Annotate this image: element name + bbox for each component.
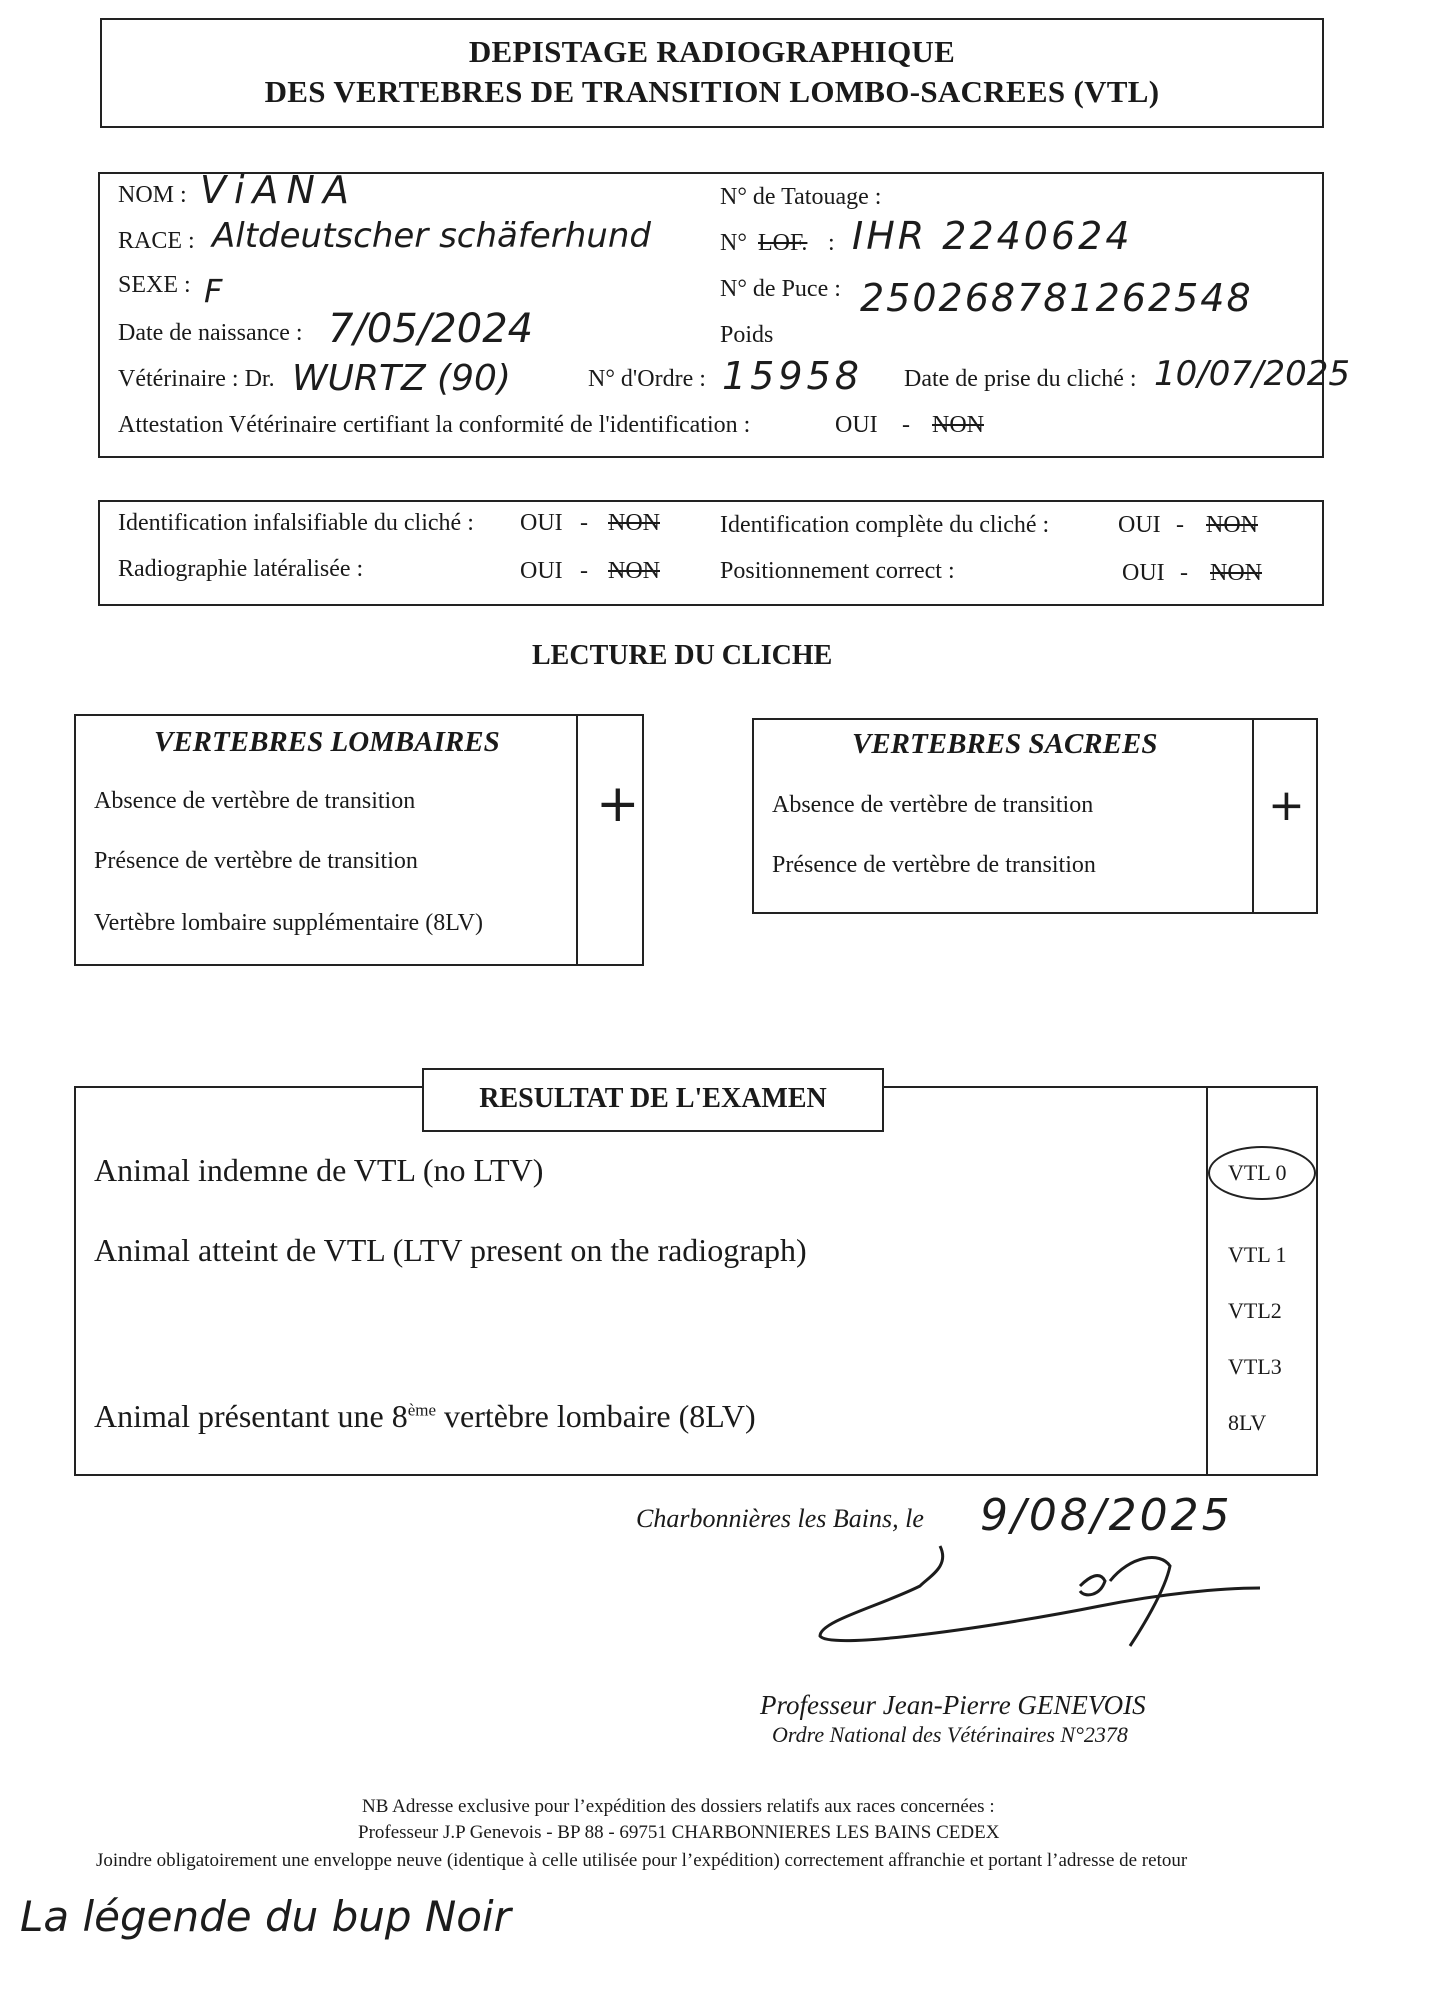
title-box (100, 18, 1324, 128)
prise-value: 10/07/2025 (1154, 354, 1350, 394)
footer-line1: NB Adresse exclusive pour l’expédition des dossiers relatifs aux races concernées : (362, 1796, 995, 1817)
vtl0-circle (1208, 1146, 1316, 1200)
positionnement-dash: - (1180, 560, 1188, 586)
code-vtl1: VTL 1 (1228, 1242, 1287, 1267)
signature-name: Professeur Jean-Pierre GENEVOIS (760, 1690, 1146, 1720)
resultat-row-8lv (94, 1398, 756, 1435)
positionnement-label: Positionnement correct : (720, 558, 955, 584)
resultat-row-8lv-pre: Animal présentant une 8 (94, 1398, 408, 1434)
lombaires-mark: + (596, 774, 640, 834)
resultat-row-8lv-sup: ème (407, 1400, 437, 1420)
resultat-divider (1206, 1086, 1208, 1476)
complete-oui: OUI (1118, 512, 1161, 538)
lof-value: IHR 2240624 (852, 214, 1133, 258)
resultat-heading-box (422, 1068, 884, 1132)
infalsifiable-dash: - (580, 510, 588, 536)
race-value: Altdeutscher schäferhund (212, 216, 651, 256)
lof-label: LOF. (758, 230, 808, 256)
resultat-row-atteint: Animal atteint de VTL (LTV present on the radiograph) (94, 1232, 807, 1268)
infalsifiable-non: NON (608, 510, 660, 536)
signature-place: Charbonnières les Bains, le (636, 1504, 924, 1533)
lateralisee-non: NON (608, 558, 660, 584)
puce-value: 250268781262548 (860, 276, 1253, 320)
veterinaire-value: WURTZ (90) (292, 358, 511, 399)
sexe-label: SEXE : (118, 272, 191, 298)
code-vtl2: VTL2 (1228, 1298, 1282, 1323)
document-title-line2: DES VERTEBRES DE TRANSITION LOMBO-SACREES (VTL) (264, 74, 1160, 109)
lecture-heading: LECTURE DU CLICHE (532, 640, 833, 671)
prise-label: Date de prise du cliché : (904, 366, 1137, 392)
lombaires-divider (576, 714, 578, 966)
veterinaire-label: Vétérinaire : Dr. (118, 366, 275, 392)
naissance-label: Date de naissance : (118, 320, 303, 346)
code-vtl0: VTL 0 (1228, 1160, 1287, 1185)
resultat-row-indemne: Animal indemne de VTL (no LTV) (94, 1152, 544, 1188)
lombaires-item-presence: Présence de vertèbre de transition (94, 848, 418, 874)
code-vtl3: VTL3 (1228, 1354, 1282, 1379)
complete-non: NON (1206, 512, 1258, 538)
nom-label: NOM : (118, 182, 187, 208)
resultat-row-8lv-post: vertèbre lombaire (8LV) (436, 1398, 756, 1434)
sacrees-divider (1252, 718, 1254, 914)
complete-label: Identification complète du cliché : (720, 512, 1050, 538)
sacrees-title: VERTEBRES SACREES (852, 728, 1158, 760)
tatouage-label: N° de Tatouage : (720, 184, 882, 210)
document-title-line1: DEPISTAGE RADIOGRAPHIQUE (468, 34, 956, 69)
ordre-label: N° d'Ordre : (588, 366, 706, 392)
lateralisee-label: Radiographie latéralisée : (118, 556, 364, 582)
sexe-value: F (204, 272, 223, 310)
attestation-dash: - (902, 412, 910, 438)
signature-scrawl (800, 1536, 1280, 1656)
footer-line2: Professeur J.P Genevois - BP 88 - 69751 CHARBONNIERES LES BAINS CEDEX (358, 1822, 1000, 1843)
lateralisee-dash: - (580, 558, 588, 584)
footer-line3: Joindre obligatoirement une enveloppe neuve (identique à celle utilisée pour l’expédition) correctement affranchie et portant l’adresse de retour (96, 1850, 1188, 1871)
infalsifiable-label: Identification infalsifiable du cliché : (118, 510, 474, 536)
lof-prefix: N° (720, 230, 747, 256)
poids-label: Poids (720, 322, 774, 348)
infalsifiable-oui: OUI (520, 510, 563, 536)
race-label: RACE : (118, 228, 195, 254)
signature-ordre: Ordre National des Vétérinaires N°2378 (772, 1722, 1128, 1747)
puce-label: N° de Puce : (720, 276, 841, 302)
complete-dash: - (1176, 512, 1184, 538)
lof-colon: : (828, 230, 835, 256)
ordre-value: 15958 (722, 354, 863, 398)
resultat-heading: RESULTAT DE L'EXAMEN (479, 1083, 827, 1114)
nom-value: ViANA (200, 168, 357, 212)
lateralisee-oui: OUI (520, 558, 563, 584)
sacrees-item-absence: Absence de vertèbre de transition (772, 792, 1094, 818)
positionnement-non: NON (1210, 560, 1262, 586)
sacrees-item-presence: Présence de vertèbre de transition (772, 852, 1096, 878)
naissance-value: 7/05/2024 (328, 306, 534, 352)
code-8lv: 8LV (1228, 1410, 1267, 1435)
positionnement-oui: OUI (1122, 560, 1165, 586)
lombaires-title: VERTEBRES LOMBAIRES (154, 726, 500, 758)
attestation-label: Attestation Vétérinaire certifiant la conformité de l'identification : (118, 412, 751, 438)
attestation-non: NON (932, 412, 984, 438)
signature-date: 9/08/2025 (980, 1490, 1233, 1541)
attestation-oui: OUI (835, 412, 878, 438)
sacrees-mark: + (1268, 780, 1305, 831)
lombaires-item-absence: Absence de vertèbre de transition (94, 788, 416, 814)
footer-handwritten-note: La légende du bup Noir (20, 1892, 511, 1941)
lombaires-item-8lv: Vertèbre lombaire supplémentaire (8LV) (94, 910, 483, 936)
